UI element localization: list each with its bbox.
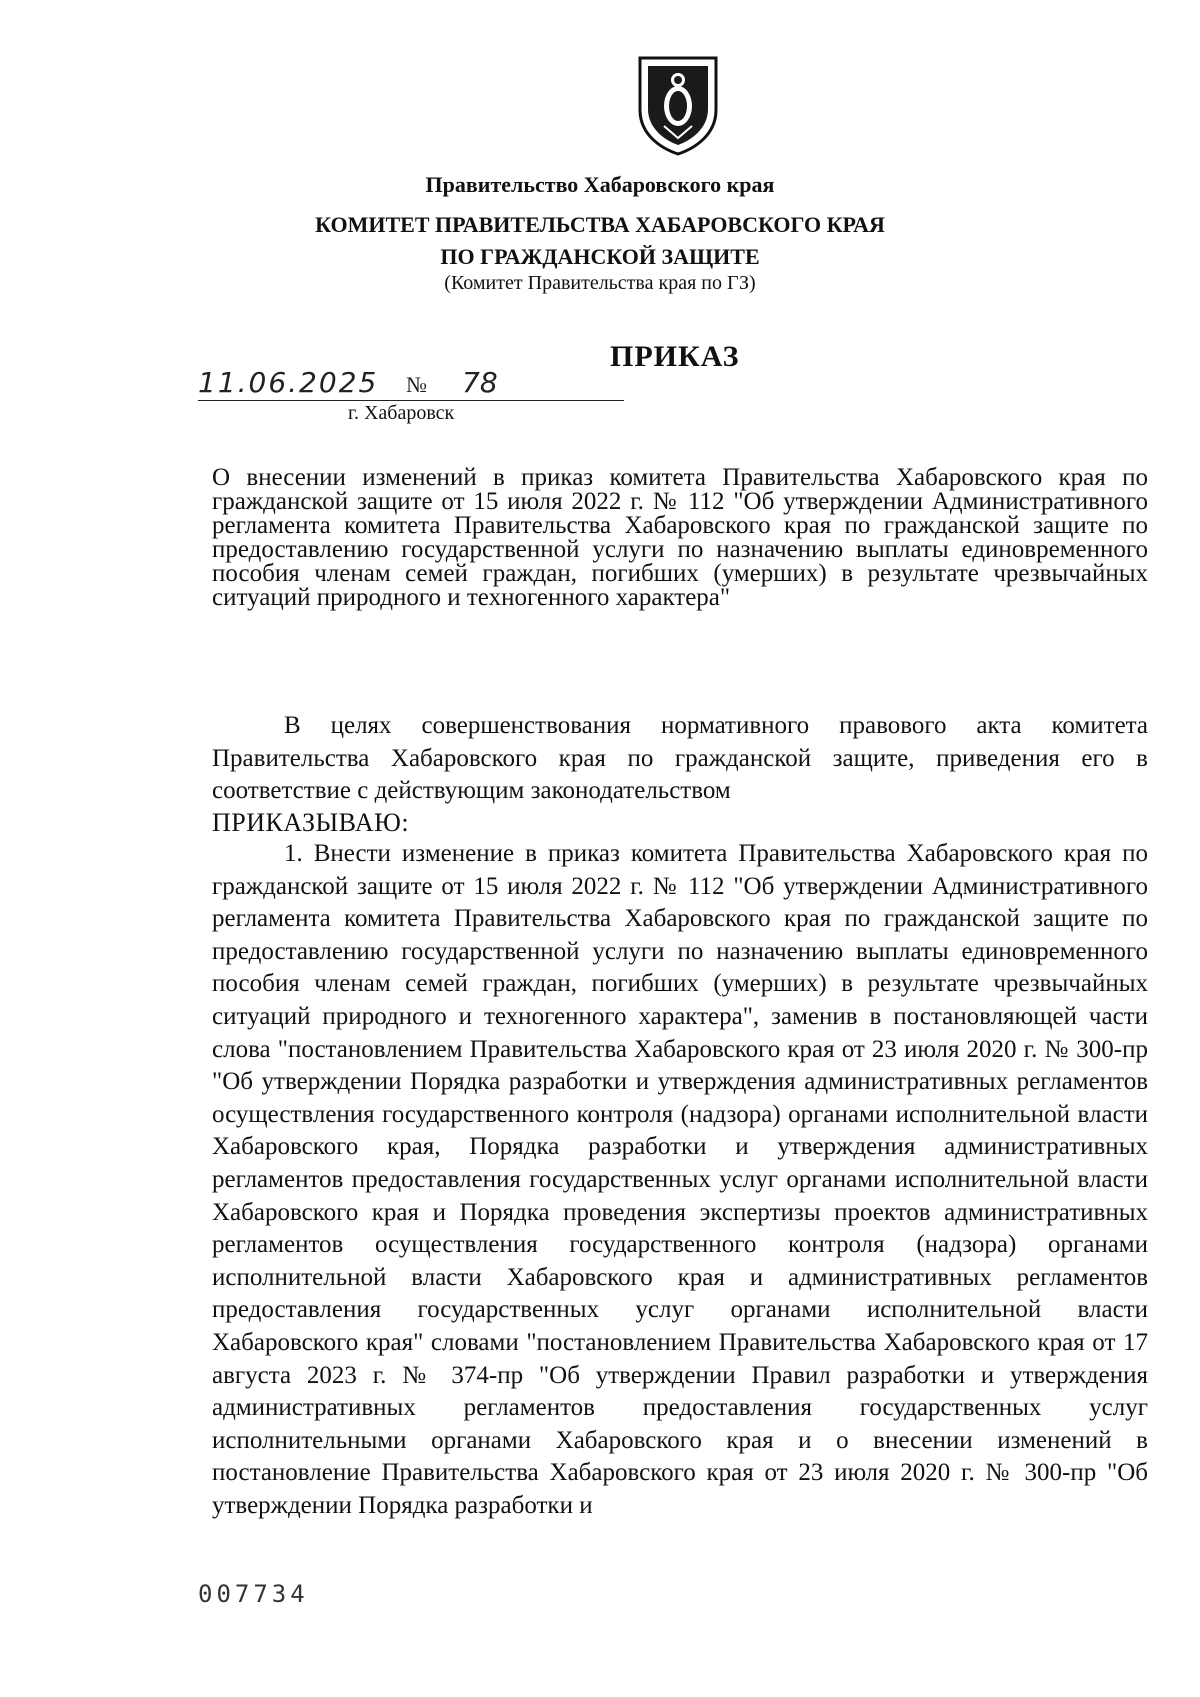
- committee-name-line1: КОМИТЕТ ПРАВИТЕЛЬСТВА ХАБАРОВСКОГО КРАЯ: [315, 212, 885, 237]
- handwritten-date: 11.06.2025: [198, 366, 379, 399]
- document-type: ПРИКАЗ: [610, 340, 740, 373]
- document-title: О внесении изменений в приказ комитета Правительства Хабаровского края по гражданской защите от 15 июля 2022 г. № 112 "Об утверждении Административного регламента комитета Правительства Хабаровского края по гражданской защите по предоставлению государственной услуги по назначению выплаты единовременного пособия членам семей граждан, погибших (умерших) в результате чрезвычайных ситуаций природного и техногенного характера": [212, 464, 1148, 611]
- handwritten-number: 78: [462, 366, 498, 399]
- serial-number: 007734: [198, 1580, 309, 1608]
- city: г. Хабаровск: [348, 402, 455, 424]
- item-1-paragraph: 1. Внести изменение в приказ комитета Правительства Хабаровского края по гражданской защите от 15 июля 2022 г. № 112 "Об утверждении Административного регламента комитета Правительства Хабаровского края по гражданской защите по предоставлению государственной услуги по назначению выплаты единовременного пособия членам семей граждан, погибших (умерших) в результате чрезвычайных ситуаций природного и техногенного характера", заменив в постановляющей части слова "постановлением Правительства Хабаровского края от 23 июля 2020 г. № 300-пр "Об утверждении Порядка разработки и утверждения административных регламентов осуществления государственного контроля (надзора) органами исполнительной власти Хабаровского края, Порядка разработки и утверждения административных регламентов предоставления государственных услуг органами исполнительной власти Хабаровского края и Порядка проведения экспертизы проектов административных регламентов осуществления государственного контроля (надзора) органами исполнительной власти Хабаровского края и административных регламентов предоставления государственных услуг органами исполнительной власти Хабаровского края" словами "постановлением Правительства Хабаровского края от 17 августа 2023 г. № 374-пр "Об утверждении Правил разработки и утверждения административных регламентов предоставления государственных услуг исполнительными органами Хабаровского края и о внесении изменений в постановление Правительства Хабаровского края от 23 июля 2020 г. № 300-пр "Об утверждении Порядка разработки и: [212, 840, 1148, 1519]
- registration-line: [198, 366, 624, 401]
- preamble-paragraph: В целях совершенствования нормативного правового акта комитета Правительства Хабаровского края по гражданской защите, приведения его в соответствие с действующим законодательством: [212, 712, 1148, 805]
- government-name: Правительство Хабаровского края: [425, 172, 775, 197]
- coat-of-arms-icon: [634, 52, 722, 156]
- order-word: ПРИКАЗЫВАЮ:: [212, 808, 410, 837]
- number-sign: №: [406, 372, 427, 397]
- committee-name-line2: ПО ГРАЖДАНСКОЙ ЗАЩИТЕ: [440, 244, 760, 269]
- committee-short-name: (Комитет Правительства края по ГЗ): [444, 272, 756, 294]
